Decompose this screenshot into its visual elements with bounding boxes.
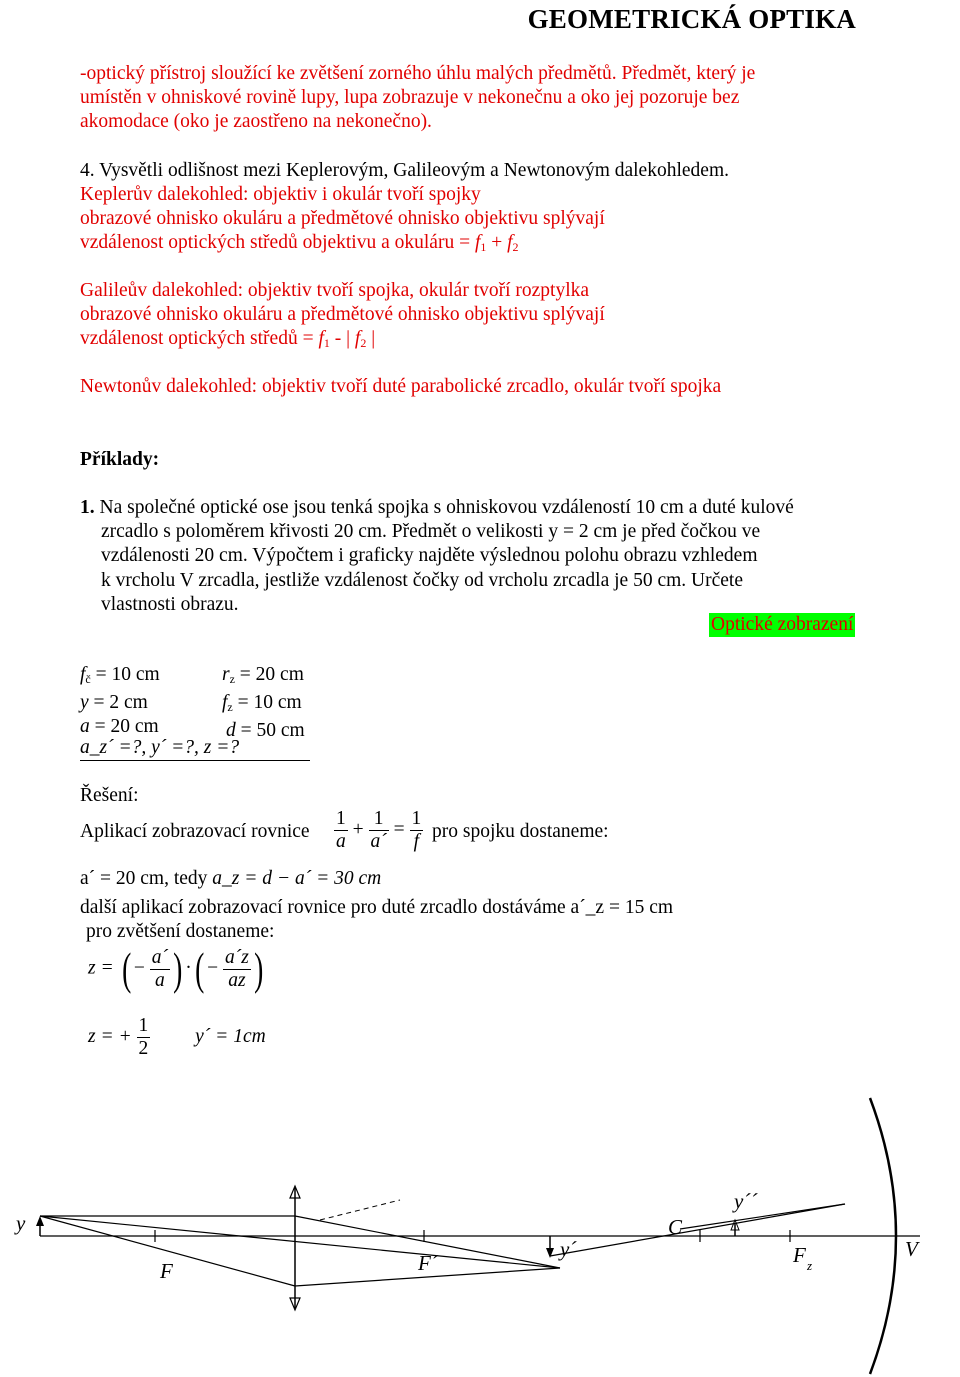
label-y-prime: y´: [560, 1237, 577, 1261]
formula-sub: 2: [360, 336, 367, 351]
given-var: f: [80, 664, 86, 685]
fraction: [150, 947, 170, 992]
abs-bar: |: [346, 328, 351, 350]
optics-diagram: [0, 1080, 960, 1377]
examples-heading: Příklady:: [80, 449, 160, 470]
label-fz: F: [793, 1243, 806, 1267]
equation-lhs: z =: [88, 957, 114, 979]
denominator: a: [154, 969, 165, 991]
fraction: [410, 808, 424, 853]
equation-lhs: z = +: [88, 1025, 132, 1047]
paren: (: [121, 943, 131, 994]
solution-line-3: další aplikací zobrazovací rovnice pro duté zrcadlo dostáváme a´_z = 15 cm: [80, 897, 674, 918]
example-line: vzdálenosti 20 cm. Výpočtem i graficky najděte výslednou polohu obrazu vzhledem: [101, 545, 758, 567]
numerator: 1: [336, 808, 346, 829]
numerator: a´: [151, 946, 168, 968]
given-value: = 10 cm: [232, 692, 302, 714]
unknowns: a_z´ =?, y´ =?, z =?: [80, 736, 310, 761]
example-line: k vrcholu V zrcadla, jestliže vzdálenost čočky od vrcholu zrcadla je 50 cm. Určete: [101, 569, 743, 591]
question-4-title: [80, 159, 729, 183]
object-arrow-head: [36, 1216, 44, 1226]
page-title: GEOMETRICKÁ OPTIKA: [527, 4, 856, 34]
kepler-distance-text: vzdálenost optických středů objektivu a okuláru =: [80, 232, 475, 254]
image-arrow-head: [546, 1248, 554, 1258]
dashed-ray: [320, 1200, 400, 1220]
intro-line: -optický přístroj sloužící ke zvětšení zorného úhlu malých předmětů. Předmět, který je: [80, 63, 756, 84]
denominator: 2: [138, 1038, 149, 1059]
solution-line-2: [80, 868, 381, 890]
numerator: 1: [138, 1015, 149, 1036]
given-var: a: [80, 716, 90, 738]
numerator: 1: [369, 808, 389, 831]
given-value: = 50 cm: [235, 720, 305, 742]
numerator: 1: [411, 808, 422, 829]
formula-var: f: [474, 232, 481, 254]
example-number: 1.: [80, 497, 95, 518]
fraction: [334, 808, 348, 853]
given-item: [222, 691, 305, 719]
magnification-result: [88, 1015, 266, 1060]
formula-var: f: [318, 328, 324, 350]
given-var: y: [80, 692, 89, 714]
given-item: [80, 691, 160, 715]
given-var: d: [226, 720, 236, 742]
given-var: r: [222, 664, 230, 685]
given-right: [222, 663, 305, 744]
given-value: = 2 cm: [88, 692, 148, 714]
given-sub: z: [227, 700, 233, 715]
given-var: f: [222, 692, 228, 714]
given-sub: č: [85, 672, 91, 686]
kepler-line: [80, 231, 605, 259]
image-size-result: y´ = 1cm: [195, 1025, 266, 1047]
paren: ): [173, 943, 183, 994]
example-line: zrcadlo s poloměrem křivosti 20 cm. Předmět o velikosti y = 2 cm je před čočkou ve: [101, 521, 761, 543]
denominator: a´: [370, 831, 387, 852]
kepler-line: Keplerův dalekohled: objektiv i okulár tvoří spojky: [80, 184, 481, 205]
operator: =: [393, 818, 405, 840]
galileo-line: obrazové ohnisko okuláru a předmětové ohnisko objektivu splývají: [80, 304, 605, 326]
ray: [40, 1216, 560, 1268]
formula-op: +: [486, 232, 508, 254]
galileo-distance-text: vzdálenost optických středů =: [80, 328, 319, 350]
galileo-line: [80, 327, 605, 355]
intro-text: [80, 62, 755, 135]
denominator: f: [413, 831, 420, 852]
given-left: [80, 663, 160, 740]
label-f-prime: F´: [418, 1251, 438, 1275]
formula-sub: 1: [480, 240, 487, 255]
operator: +: [352, 818, 364, 840]
line-text: a´ = 20 cm, tedy: [80, 868, 213, 889]
newton-section: [80, 375, 721, 399]
given-item: [80, 663, 160, 691]
paren: ): [253, 943, 264, 994]
given-value: = 20 cm: [234, 664, 304, 685]
magnification-equation: z = ( − $\frac{a´}{a}$ ) ·( − $\frac{a´z}{az}$ ): [88, 943, 264, 994]
lens-equation: [334, 808, 423, 853]
intro-line: akomodace (oko je zaostřeno na nekonečno).: [80, 111, 432, 133]
solution-line-1: Aplikací zobrazovací rovnice: [80, 821, 310, 842]
given-item: [222, 663, 305, 691]
abs-bar: |: [371, 328, 376, 350]
denominator: a: [336, 831, 346, 852]
given-sub: z: [229, 672, 235, 686]
intro-line: umístěn v ohniskové rovině lupy, lupa zobrazuje v nekonečnu a oko jej pozoruje bez: [80, 87, 740, 109]
fraction: [369, 808, 389, 853]
formula-sub: 2: [512, 240, 519, 255]
label-f: F: [160, 1259, 173, 1283]
fraction: [223, 947, 251, 992]
topic-link[interactable]: Optické zobrazení: [711, 614, 854, 635]
solution-line-1-suffix: pro spojku dostaneme:: [432, 821, 609, 842]
given-value: = 20 cm: [89, 716, 159, 738]
galileo-section: [80, 279, 605, 356]
formula-sub: 1: [323, 336, 330, 351]
solution-heading: Řešení:: [80, 785, 139, 806]
given-value: = 10 cm: [90, 664, 160, 685]
question-title-text: 4. Vysvětli odlišnost mezi Keplerovým, Galileovým a Newtonovým dalekohledem.: [80, 160, 729, 181]
label-c: C: [668, 1215, 683, 1239]
example-text: Na společné optické ose jsou tenká spojka s ohniskovou vzdáleností 10 cm a duté kulové: [94, 497, 794, 518]
formula-op: -: [329, 328, 347, 350]
label-y-double-prime: y´´: [734, 1189, 758, 1213]
fraction: [137, 1015, 151, 1060]
kepler-line: obrazové ohnisko okuláru a předmětové ohnisko objektivu splývají: [80, 208, 605, 230]
label-v: V: [905, 1237, 918, 1261]
inline-formula: a_z = d − a´ = 30 cm: [212, 868, 382, 889]
formula-var: f: [507, 232, 513, 254]
kepler-section: [80, 183, 605, 260]
newton-line: Newtonův dalekohled: objektiv tvoří duté parabolické zrcadlo, okulár tvoří spojka: [80, 376, 722, 397]
galileo-line: Galileův dalekohled: objektiv tvoří spojka, okulár tvoří rozptylka: [80, 280, 590, 301]
paren: (: [194, 943, 205, 994]
label-fz-sub: z: [807, 1258, 813, 1273]
denominator: az: [228, 969, 246, 991]
ray: [680, 1204, 845, 1229]
example-line: vlastnosti obrazu.: [101, 593, 239, 615]
formula-var: f: [354, 328, 361, 350]
numerator: a´z: [224, 946, 249, 968]
solution-line-4: pro zvětšení dostaneme:: [86, 921, 275, 942]
label-y: y: [16, 1211, 26, 1235]
example-line: [80, 496, 794, 520]
example-1: [80, 496, 794, 617]
